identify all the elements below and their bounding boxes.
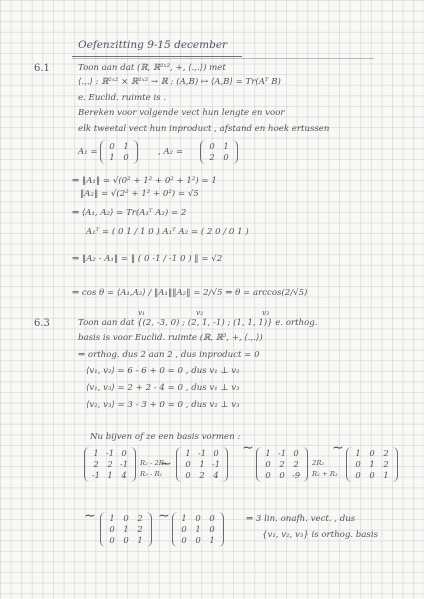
vector-mark: v₂ [196,308,204,317]
exercise-text-line: ⇒ orthog. dus 2 aan 2 , dus inproduct = 0 [78,350,260,360]
matrix-cell: 1 [107,470,113,480]
matrix-cell: -9 [291,470,301,480]
matrix-cell: -1 [91,470,101,480]
exercise-number: 6.3 [34,318,50,329]
matrix-cell: 4 [213,470,219,480]
matrix-cell: -1 [211,459,221,469]
matrix-a1 [100,140,138,164]
matrix-cell: 0 [265,470,271,480]
matrix-step-1 [84,447,136,482]
matrix-cell: 4 [121,470,127,480]
exercise-text-line: Bereken voor volgende vect hun lengte en voor [78,108,285,118]
matrix-cell: 0 [209,513,215,523]
matrix-cell: 1 [137,535,143,545]
row-operation: 2R₂ [312,459,325,467]
matrix-cell: -1 [119,459,129,469]
matrix-cell: 0 [121,448,127,458]
equivalence-tilde: ∼ [160,456,172,472]
matrix-cell: 1 [199,459,205,469]
matrix-cell: 0 [355,470,361,480]
exercise-text-line: ⟨v₂, v₃⟩ = 3 - 3 + 0 = 0 , dus v₂ ⊥ v₃ [86,400,240,410]
title-underline [72,56,242,57]
conclusion-line: ⇒ 3 lin. onafh. vect. , dus [246,514,356,524]
exercise-text-line: Toon aan dat {(2, -3, 0) ; (2, 1, -1) ; (1, 1, 1)} e. orthog. [78,318,318,328]
matrix-cell: 0 [279,470,285,480]
matrix-cell: 1 [123,524,129,534]
matrix-cell: 1 [209,535,215,545]
page-title: Oefenzitting 9-15 december [78,39,228,51]
matrix-cell: 0 [109,535,115,545]
matrix-label: A₁ = [78,147,98,157]
matrix-cell: 1 [123,141,129,151]
matrix-cell: -1 [277,448,287,458]
matrix-cell: 1 [265,448,271,458]
matrix-cell: 1 [185,448,191,458]
basis-intro: Nu bijven of ze een basis vormen : [90,432,241,442]
matrix-step-3 [256,447,308,482]
matrix-cell: 1 [181,513,187,523]
matrix-identity [172,512,224,547]
matrix-cell: 2 [93,459,99,469]
matrix-cell: 0 [181,535,187,545]
matrix-cell: 1 [109,513,115,523]
matrix-cell: 0 [213,448,219,458]
calc-line: ⇒ ‖A₁‖ = √(0² + 1² + 0² + 1²) = 1 [72,176,217,186]
exercise-text-line: basis is voor Euclid. ruimte (ℝ, ℝ³, +, ⟨.,.⟩) [78,333,263,343]
page-rule [72,58,374,59]
matrix-cell: 0 [369,470,375,480]
matrix-cell: 1 [369,459,375,469]
matrix-cell: -1 [105,448,115,458]
equivalence-tilde: ∼ [242,440,254,456]
matrix-cell: 0 [123,535,129,545]
matrix-step-5 [100,512,152,547]
exercise-text-line: ⟨v₁, v₂⟩ = 6 - 6 + 0 = 0 , dus v₁ ⊥ v₂ [86,366,240,376]
calc-line: ⇒ ⟨A₁, A₂⟩ = Tr(A₁ᵀ A₂) = 2 [72,208,187,218]
calc-line: ‖A₂‖ = √(2² + 1² + 0²) = √5 [80,189,199,199]
matrix-cell: 0 [185,470,191,480]
matrix-cell: 0 [355,459,361,469]
matrix-cell: 0 [369,448,375,458]
exercise-text-line: e. Euclid. ruimte is . [78,93,167,103]
matrix-cell: 2 [383,448,389,458]
matrix-label: , A₂ = [158,147,184,157]
equivalence-tilde: ∼ [332,440,344,456]
matrix-cell: 0 [181,524,187,534]
matrix-cell: 1 [109,152,115,162]
matrix-cell: 1 [195,524,201,534]
exercise-number: 6.1 [34,63,50,74]
matrix-cell: 2 [199,470,205,480]
matrix-cell: 2 [279,459,285,469]
matrix-cell: 2 [137,524,143,534]
matrix-cell: 0 [185,459,191,469]
matrix-cell: 0 [195,513,201,523]
equivalence-tilde: ∼ [84,508,96,524]
matrix-cell: 0 [265,459,271,469]
matrix-cell: 1 [93,448,99,458]
matrix-cell: 0 [123,152,129,162]
calc-line: ⇒ ‖A₂ - A₁‖ = ‖ ( 0 -1 / -1 0 ) ‖ = √2 [72,254,223,264]
matrix-cell: 0 [209,524,215,534]
matrix-cell: 0 [209,141,215,151]
calc-line: A₁ᵀ = ( 0 1 / 1 0 ) A₁ᵀ A₂ = ( 2 0 / 0 1 ) [86,227,249,237]
matrix-cell: 0 [223,152,229,162]
matrix-cell: 2 [383,459,389,469]
conclusion-line: {v₁, v₂, v₃} is orthog. basis [262,530,378,540]
row-operation: R₃ - R₁ [140,470,163,478]
matrix-cell: 1 [223,141,229,151]
matrix-cell: 1 [355,448,361,458]
matrix-cell: -1 [197,448,207,458]
equivalence-tilde: ∼ [158,508,170,524]
matrix-cell: 0 [123,513,129,523]
matrix-cell: 0 [195,535,201,545]
row-operations [312,458,338,480]
exercise-text-line: ⟨v₁, v₃⟩ = 2 + 2 - 4 = 0 , dus v₁ ⊥ v₃ [86,383,240,393]
exercise-text-line: ⟨.,.⟩ : ℝ²ˣ² × ℝ²ˣ² → ℝ : (A,B) ↦ ⟨A,B⟩ = Tr(Aᵀ B) [78,77,281,87]
matrix-cell: 2 [209,152,215,162]
matrix-cell: 2 [137,513,143,523]
matrix-step-2 [176,447,228,482]
matrix-cell: 1 [383,470,389,480]
matrix-cell: 0 [293,448,299,458]
matrix-step-4 [346,447,398,482]
matrix-cell: 0 [109,524,115,534]
exercise-text-line: Toon aan dat (ℝ, ℝ²ˣ², +, ⟨.,.⟩) met [78,63,226,73]
calc-line: ⇒ cos θ = ⟨A₁,A₂⟩ / ‖A₁‖‖A₂‖ = 2/√5 ⇔ θ = arccos(2/√5) [72,288,308,298]
vector-mark: v₁ [138,308,146,317]
matrix-cell: 2 [293,459,299,469]
row-operation: R₂ - 2R₁ [140,459,167,467]
matrix-cell: 0 [109,141,115,151]
row-operation: R₂ + R₃ [312,470,338,478]
matrix-cell: 2 [107,459,113,469]
exercise-text-line: elk tweetal vect hun inproduct , afstand en hoek ertussen [78,124,330,134]
matrix-a2 [200,140,238,164]
vector-mark: v₃ [262,308,270,317]
